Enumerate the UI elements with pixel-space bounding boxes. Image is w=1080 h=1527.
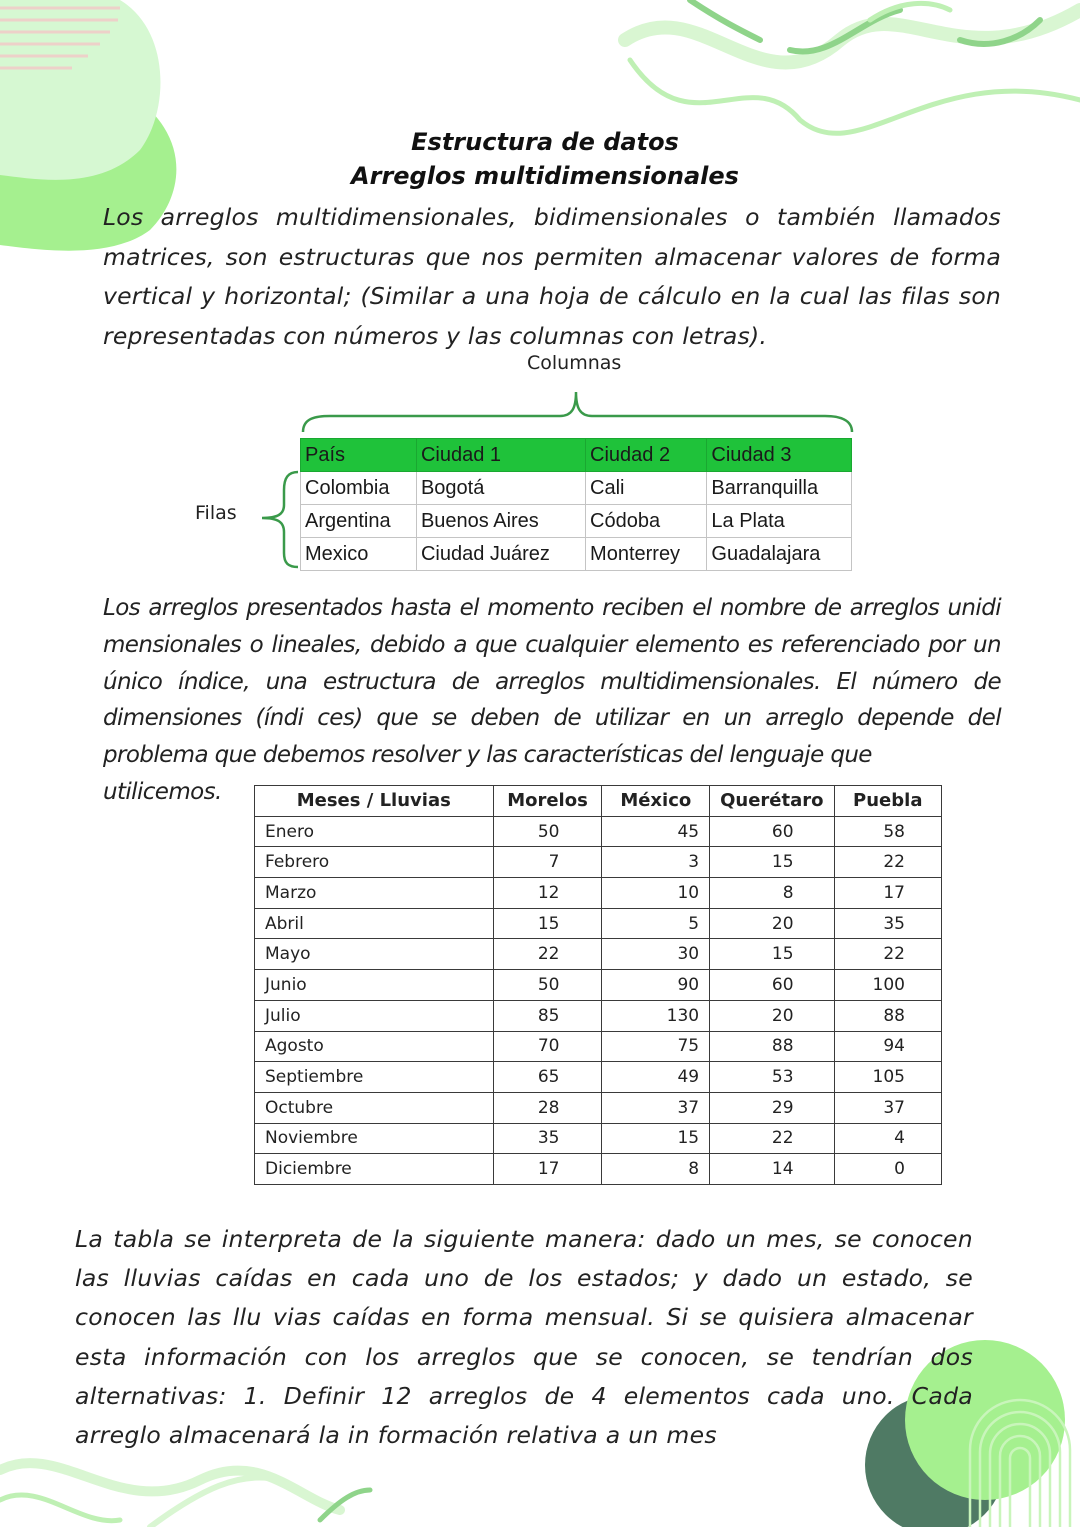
table-row [255, 1092, 942, 1123]
rainfall-value-cell: 22 [834, 939, 941, 970]
rainfall-header-cell: Meses / Lluvias [255, 786, 494, 817]
document-subtitle: Arreglos multidimensionales [351, 162, 739, 190]
second-paragraph: Los arreglos presentados hasta el momento reciben el nombre de arreglos unidi mensionales o lineales, debido a que cualquier elemento es referenciado por un único índice, una estructura de arreglos multidimensionales. El número de dimensiones (índi ces) que se deben de utilizar en un arreglo depende del problema que debemos resolver y las características del lenguaje que [103, 595, 1001, 769]
rainfall-value-cell: 35 [493, 1123, 602, 1154]
closing-paragraph: La tabla se interpreta de la siguiente manera: dado un mes, se conocen las lluvias caídas en cada uno de los estados; y dado un estado, se conocen las llu vias caídas en forma mensual. Si se quisiera almacenar esta información con los arreglos que se conocen, se tendrían dos alternativas: 1. Definir 12 arreglos de 4 elementos cada uno. Cada arreglo almacenará la in formación relativa a un mes [75, 1225, 973, 1450]
rainfall-value-cell: 15 [710, 939, 834, 970]
cities-header-row [301, 439, 852, 472]
table-cell: Cali [586, 472, 707, 505]
rainfall-value-cell: 12 [493, 878, 602, 909]
month-cell: Diciembre [255, 1154, 494, 1185]
rainfall-value-cell: 17 [493, 1154, 602, 1185]
rainfall-header-cell: Morelos [493, 786, 602, 817]
rows-label: Filas [195, 502, 237, 524]
rainfall-value-cell: 94 [834, 1031, 941, 1062]
rainfall-value-cell: 22 [710, 1123, 834, 1154]
rainfall-value-cell: 8 [710, 878, 834, 909]
rainfall-value-cell: 15 [493, 908, 602, 939]
rainfall-table [254, 785, 942, 1185]
rainfall-value-cell: 0 [834, 1154, 941, 1185]
rainfall-value-cell: 35 [834, 908, 941, 939]
rainfall-value-cell: 22 [493, 939, 602, 970]
table-cell: Barranquilla [707, 472, 852, 505]
rainfall-value-cell: 15 [602, 1123, 710, 1154]
table-row [255, 970, 942, 1001]
rainfall-value-cell: 14 [710, 1154, 834, 1185]
cities-header-cell: Ciudad 3 [707, 439, 852, 472]
table-cell: Buenos Aires [416, 505, 585, 538]
table-row [255, 908, 942, 939]
cities-table [300, 438, 852, 571]
rainfall-header-row [255, 786, 942, 817]
table-cell: Argentina [301, 505, 417, 538]
table-cell: Códoba [586, 505, 707, 538]
second-paragraph-end: utilicemos. [103, 779, 222, 805]
month-cell: Marzo [255, 878, 494, 909]
table-row [255, 939, 942, 970]
rainfall-value-cell: 130 [602, 1000, 710, 1031]
month-cell: Octubre [255, 1092, 494, 1123]
table-cell: Ciudad Juárez [416, 538, 585, 571]
rainfall-header-cell: Querétaro [710, 786, 834, 817]
month-cell: Junio [255, 970, 494, 1001]
rainfall-value-cell: 65 [493, 1062, 602, 1093]
table-row [255, 878, 942, 909]
rainfall-value-cell: 85 [493, 1000, 602, 1031]
rainfall-value-cell: 17 [834, 878, 941, 909]
rainfall-value-cell: 30 [602, 939, 710, 970]
rainfall-value-cell: 53 [710, 1062, 834, 1093]
rainfall-header-cell: Puebla [834, 786, 941, 817]
rainfall-value-cell: 45 [602, 816, 710, 847]
month-cell: Febrero [255, 847, 494, 878]
rainfall-value-cell: 29 [710, 1092, 834, 1123]
rainfall-value-cell: 50 [493, 816, 602, 847]
month-cell: Septiembre [255, 1062, 494, 1093]
rainfall-value-cell: 4 [834, 1123, 941, 1154]
month-cell: Abril [255, 908, 494, 939]
table-row [255, 1031, 942, 1062]
intro-paragraph: Los arreglos multidimensionales, bidimensionales o también llamados matrices, son estructuras que nos permiten almacenar valores de forma vertical y horizontal; (Similar a una hoja de cálculo en la cual las filas son representadas con números y las columnas con letras). [103, 203, 1001, 350]
table-cell: Guadalajara [707, 538, 852, 571]
rainfall-value-cell: 105 [834, 1062, 941, 1093]
cities-header-cell: Ciudad 1 [416, 439, 585, 472]
rainfall-value-cell: 70 [493, 1031, 602, 1062]
month-cell: Mayo [255, 939, 494, 970]
table-row [255, 816, 942, 847]
columns-brace [303, 392, 852, 432]
rainfall-value-cell: 37 [602, 1092, 710, 1123]
rainfall-value-cell: 50 [493, 970, 602, 1001]
rainfall-value-cell: 5 [602, 908, 710, 939]
rainfall-value-cell: 10 [602, 878, 710, 909]
rainfall-value-cell: 58 [834, 816, 941, 847]
table-row [301, 538, 852, 571]
rainfall-value-cell: 75 [602, 1031, 710, 1062]
rainfall-value-cell: 22 [834, 847, 941, 878]
table-row [301, 472, 852, 505]
rainfall-value-cell: 88 [834, 1000, 941, 1031]
rainfall-value-cell: 100 [834, 970, 941, 1001]
rainfall-value-cell: 20 [710, 1000, 834, 1031]
cities-header-cell: Ciudad 2 [586, 439, 707, 472]
table-row [255, 1123, 942, 1154]
month-cell: Julio [255, 1000, 494, 1031]
table-cell: Bogotá [416, 472, 585, 505]
month-cell: Agosto [255, 1031, 494, 1062]
table-row [255, 1000, 942, 1031]
month-cell: Enero [255, 816, 494, 847]
table-cell: Monterrey [586, 538, 707, 571]
document-title: Estructura de datos [411, 128, 679, 156]
cities-header-cell: País [301, 439, 417, 472]
rainfall-value-cell: 8 [602, 1154, 710, 1185]
rainfall-value-cell: 88 [710, 1031, 834, 1062]
rainfall-value-cell: 60 [710, 816, 834, 847]
month-cell: Noviembre [255, 1123, 494, 1154]
columns-label: Columnas [527, 352, 622, 374]
rainfall-value-cell: 60 [710, 970, 834, 1001]
rainfall-value-cell: 90 [602, 970, 710, 1001]
rainfall-value-cell: 20 [710, 908, 834, 939]
table-row [301, 505, 852, 538]
rainfall-value-cell: 3 [602, 847, 710, 878]
rainfall-value-cell: 37 [834, 1092, 941, 1123]
rainfall-header-cell: México [602, 786, 710, 817]
rows-brace [262, 472, 298, 567]
rainfall-value-cell: 28 [493, 1092, 602, 1123]
rainfall-value-cell: 15 [710, 847, 834, 878]
table-row [255, 1154, 942, 1185]
table-cell: La Plata [707, 505, 852, 538]
table-cell: Mexico [301, 538, 417, 571]
rainfall-value-cell: 7 [493, 847, 602, 878]
rainfall-value-cell: 49 [602, 1062, 710, 1093]
table-row [255, 1062, 942, 1093]
table-cell: Colombia [301, 472, 417, 505]
table-row [255, 847, 942, 878]
rainfall-body [255, 816, 942, 1184]
